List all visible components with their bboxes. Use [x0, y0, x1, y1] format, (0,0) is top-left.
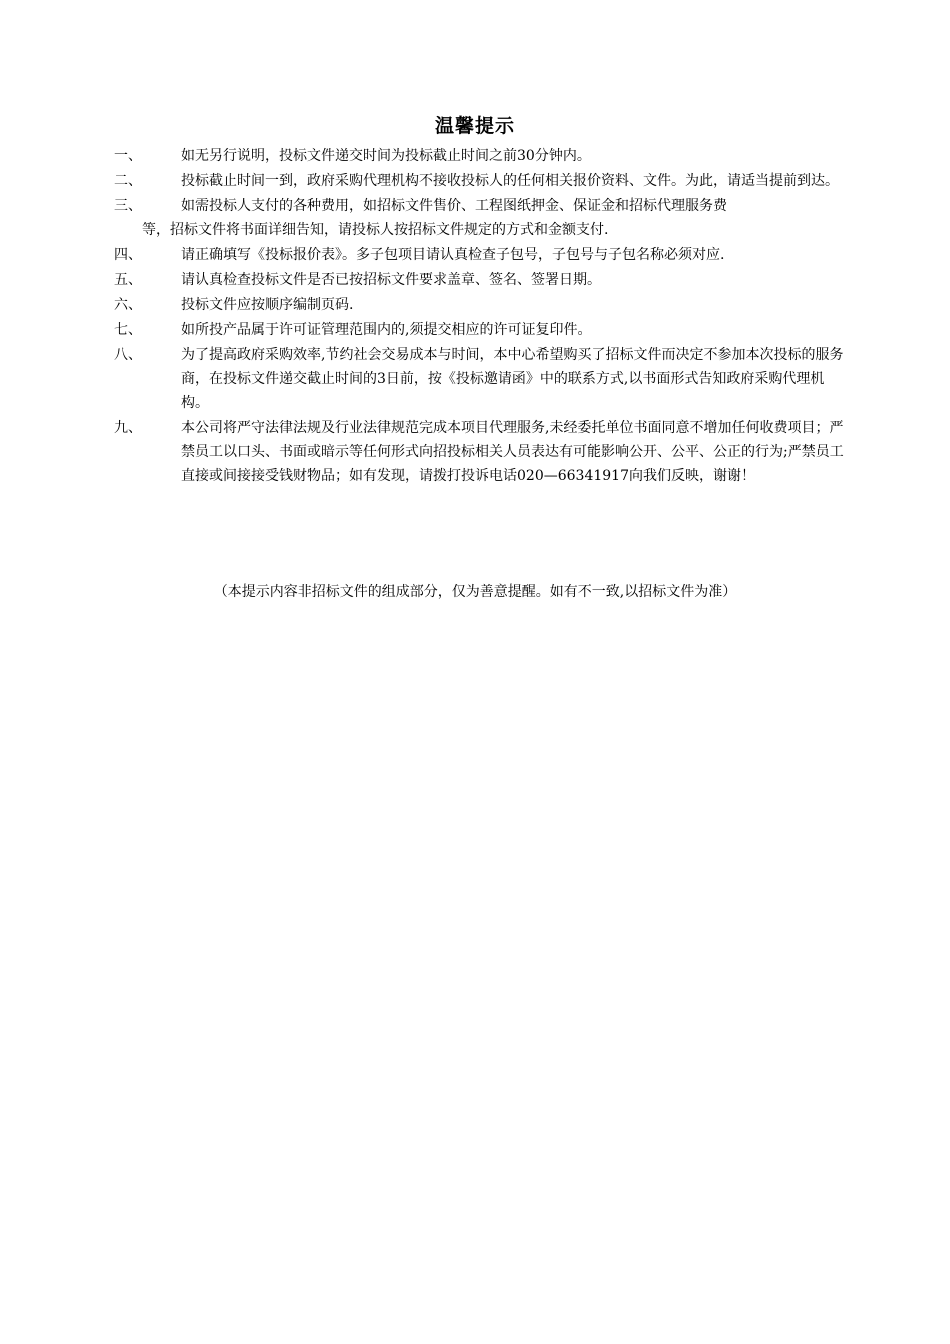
- item-number: 二、: [114, 173, 142, 189]
- item-number: 五、: [114, 272, 142, 288]
- item-number: 六、: [114, 297, 142, 313]
- document-title: 温馨提示: [434, 115, 515, 137]
- item-number: 一、: [114, 148, 142, 164]
- notice-list: [114, 144, 844, 489]
- item-text: 如需投标人支付的各种费用，如招标文件售价、工程图纸押金、保证金和招标代理服务费: [181, 198, 727, 214]
- item-text: 如无另行说明，投标文件递交时间为投标截止时间之前30分钟内。: [181, 148, 591, 164]
- disclaimer-note: （本提示内容非招标文件的组成部分，仅为善意提醒。如有不一致,以招标文件为准）: [213, 584, 737, 600]
- item-text: 投标文件应按顺序编制页码.: [181, 297, 354, 313]
- list-item: [114, 293, 844, 317]
- list-item: [114, 318, 844, 342]
- list-item: [114, 416, 844, 488]
- item-text: 如所投产品属于许可证管理范围内的,须提交相应的许可证复印件。: [181, 322, 592, 338]
- item-number: 九、: [114, 420, 142, 436]
- item-text: 投标截止时间一到，政府采购代理机构不接收投标人的任何相关报价资料、文件。为此，请适当提前到达。: [181, 173, 839, 189]
- item-text: 本公司将严守法律法规及行业法律规范完成本项目代理服务,未经委托单位书面同意不增加任何收费项目；严禁员工以口头、书面或暗示等任何形式向招投标相关人员表达有可能影响公开、公平、公正的行为;严禁员工直接或间接接受钱财物品；如有发现，请拨打投诉电话020—66341917向我们反映，谢谢！: [181, 420, 844, 484]
- item-number: 八、: [114, 347, 142, 363]
- item-number: 三、: [114, 198, 142, 214]
- list-item: [114, 169, 844, 193]
- item-text-continuation: 等，招标文件将书面详细告知，请投标人按招标文件规定的方式和金额支付.: [142, 222, 609, 238]
- item-text: 为了提高政府采购效率,节约社会交易成本与时间，本中心希望购买了招标文件而决定不参加本次投标的服务商，在投标文件递交截止时间的3日前，按《投标邀请函》中的联系方式,以书面形式告知政府采购代理机构。: [181, 347, 844, 411]
- list-item: [114, 343, 844, 415]
- item-number: 四、: [114, 247, 142, 263]
- list-item: [114, 144, 844, 168]
- list-item: [114, 268, 844, 292]
- list-item: [114, 243, 844, 267]
- item-text: 请认真检查投标文件是否已按招标文件要求盖章、签名、签署日期。: [181, 272, 601, 288]
- list-item: [114, 194, 844, 242]
- item-text: 请正确填写《投标报价表》。多子包项目请认真检查子包号，子包号与子包名称必须对应.: [181, 247, 725, 263]
- item-number: 七、: [114, 322, 142, 338]
